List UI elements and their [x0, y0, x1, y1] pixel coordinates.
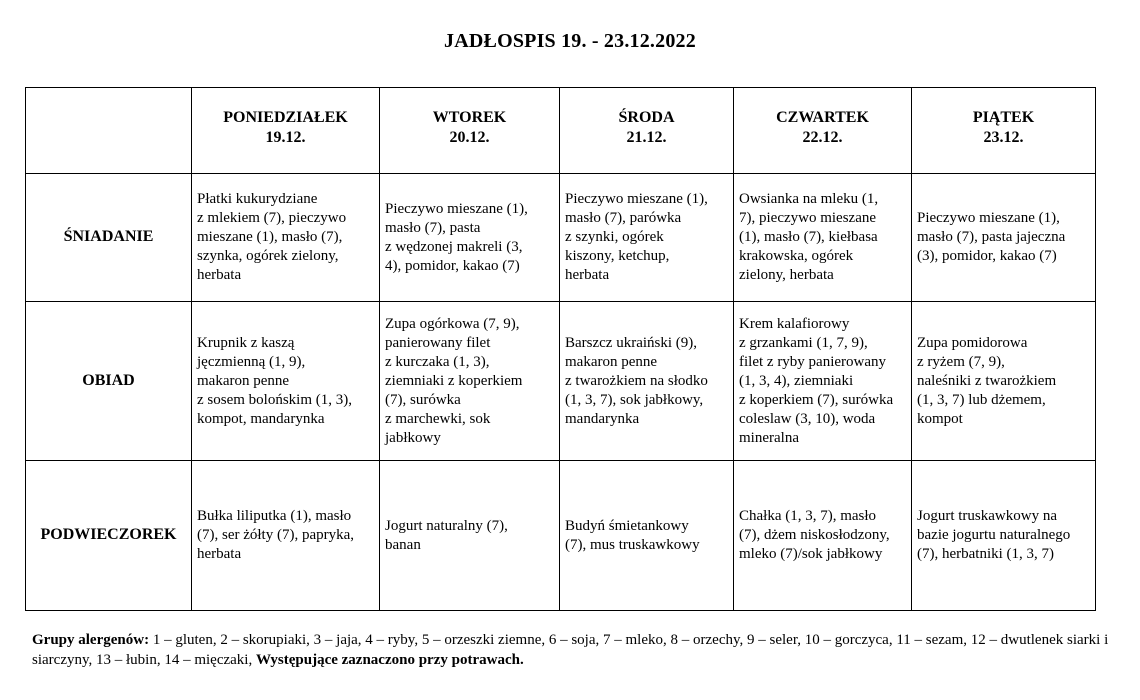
menu-table [25, 87, 1096, 611]
menu-cell-text: Zupa pomidorowa z ryżem (7, 9), naleśniki z twarożkiem (1, 3, 7) lub dżemem, kompot [917, 334, 1057, 427]
meal-label: OBIAD [26, 302, 192, 461]
menu-cell [912, 302, 1096, 461]
menu-cell-text: Jogurt naturalny (7), banan [385, 517, 508, 553]
day-name: PONIEDZIAŁEK [223, 109, 348, 126]
menu-cell-text: Chałka (1, 3, 7), masło (7), dżem niskosłodzony, mleko (7)/sok jabłkowy [739, 508, 890, 562]
menu-cell [734, 174, 912, 302]
meal-row-snack [26, 461, 1096, 611]
day-date: 23.12. [983, 129, 1024, 146]
menu-cell [380, 302, 560, 461]
menu-cell-text: Jogurt truskawkowy na bazie jogurtu naturalnego (7), herbatniki (1, 3, 7) [917, 508, 1071, 562]
menu-cell [560, 461, 734, 611]
day-name: PIĄTEK [972, 109, 1035, 126]
menu-cell-text: Zupa ogórkowa (7, 9), panierowany filet z kurczaka (1, 3), ziemniaki z koperkiem (7), surówka z marchewki, sok jabłkowy [385, 315, 523, 446]
menu-cell [192, 174, 380, 302]
day-header-monday [192, 88, 380, 174]
corner-cell [26, 88, 192, 174]
day-date: 19.12. [265, 129, 306, 146]
allergen-legend-list: 1 – gluten, 2 – skorupiaki, 3 – jaja, 4 – ryby, 5 – orzeszki ziemne, 6 – soja, 7 – mleko, 8 – orzechy, 9 – seler, 10 – gorczyca, 11 – sezam, 12 – dwutlenek siarki i siarczyny, 13 – łubin, 14 – mięczaki, [32, 632, 1109, 668]
page-title: JADŁOSPIS 19. - 23.12.2022 [444, 30, 696, 52]
menu-cell-text: Pieczywo mieszane (1), masło (7), pasta jajeczna (3), pomidor, kakao (7) [917, 210, 1066, 264]
menu-cell-text: Pieczywo mieszane (1), masło (7), parówka z szynki, ogórek kiszony, ketchup, herbata [565, 191, 708, 283]
menu-cell-text: Pieczywo mieszane (1), masło (7), pasta z wędzonej makreli (3, 4), pomidor, kakao (7) [385, 200, 528, 274]
meal-label: ŚNIADANIE [26, 174, 192, 302]
menu-cell [380, 461, 560, 611]
menu-cell [912, 461, 1096, 611]
meal-row-lunch [26, 302, 1096, 461]
header-row [26, 88, 1096, 174]
meal-row-breakfast [26, 174, 1096, 302]
day-name: CZWARTEK [776, 109, 869, 126]
menu-cell-text: Budyń śmietankowy (7), mus truskawkowy [565, 517, 700, 553]
allergen-legend [32, 630, 1112, 670]
day-date: 21.12. [626, 129, 667, 146]
menu-cell-text: Płatki kukurydziane z mlekiem (7), pieczywo mieszane (1), masło (7), szynka, ogórek zielony, herbata [197, 191, 347, 283]
menu-cell-text: Barszcz ukraiński (9), makaron penne z twarożkiem na słodko (1, 3, 7), sok jabłkowy, mandarynka [565, 334, 708, 427]
menu-cell-text: Owsianka na mleku (1, 7), pieczywo mieszane (1), masło (7), kiełbasa krakowska, ogórek zielony, herbata [739, 191, 879, 283]
menu-cell-text: Krupnik z kaszą jęczmienną (1, 9), makaron penne z sosem bolońskim (1, 3), kompot, mandarynka [197, 334, 352, 427]
day-date: 20.12. [449, 129, 490, 146]
menu-cell [734, 461, 912, 611]
meal-label: PODWIECZOREK [26, 461, 192, 611]
allergen-legend-label: Grupy alergenów: [32, 632, 150, 648]
day-name: ŚRODA [618, 109, 675, 126]
day-header-friday [912, 88, 1096, 174]
menu-cell [380, 174, 560, 302]
day-header-wednesday [560, 88, 734, 174]
menu-cell-text: Bułka liliputka (1), masło (7), ser żółty (7), papryka, herbata [197, 508, 355, 562]
day-header-tuesday [380, 88, 560, 174]
allergen-legend-note: Występujące zaznaczono przy potrawach. [255, 652, 524, 668]
menu-cell [560, 174, 734, 302]
menu-cell [192, 461, 380, 611]
menu-cell-text: Krem kalafiorowy z grzankami (1, 7, 9), filet z ryby panierowany (1, 3, 4), ziemniaki z koperkiem (7), surówka coleslaw (3, 10), woda mineralna [739, 315, 894, 446]
menu-cell [192, 302, 380, 461]
menu-cell [560, 302, 734, 461]
day-date: 22.12. [802, 129, 843, 146]
menu-cell [912, 174, 1096, 302]
day-header-thursday [734, 88, 912, 174]
day-name: WTOREK [432, 109, 507, 126]
menu-cell [734, 302, 912, 461]
